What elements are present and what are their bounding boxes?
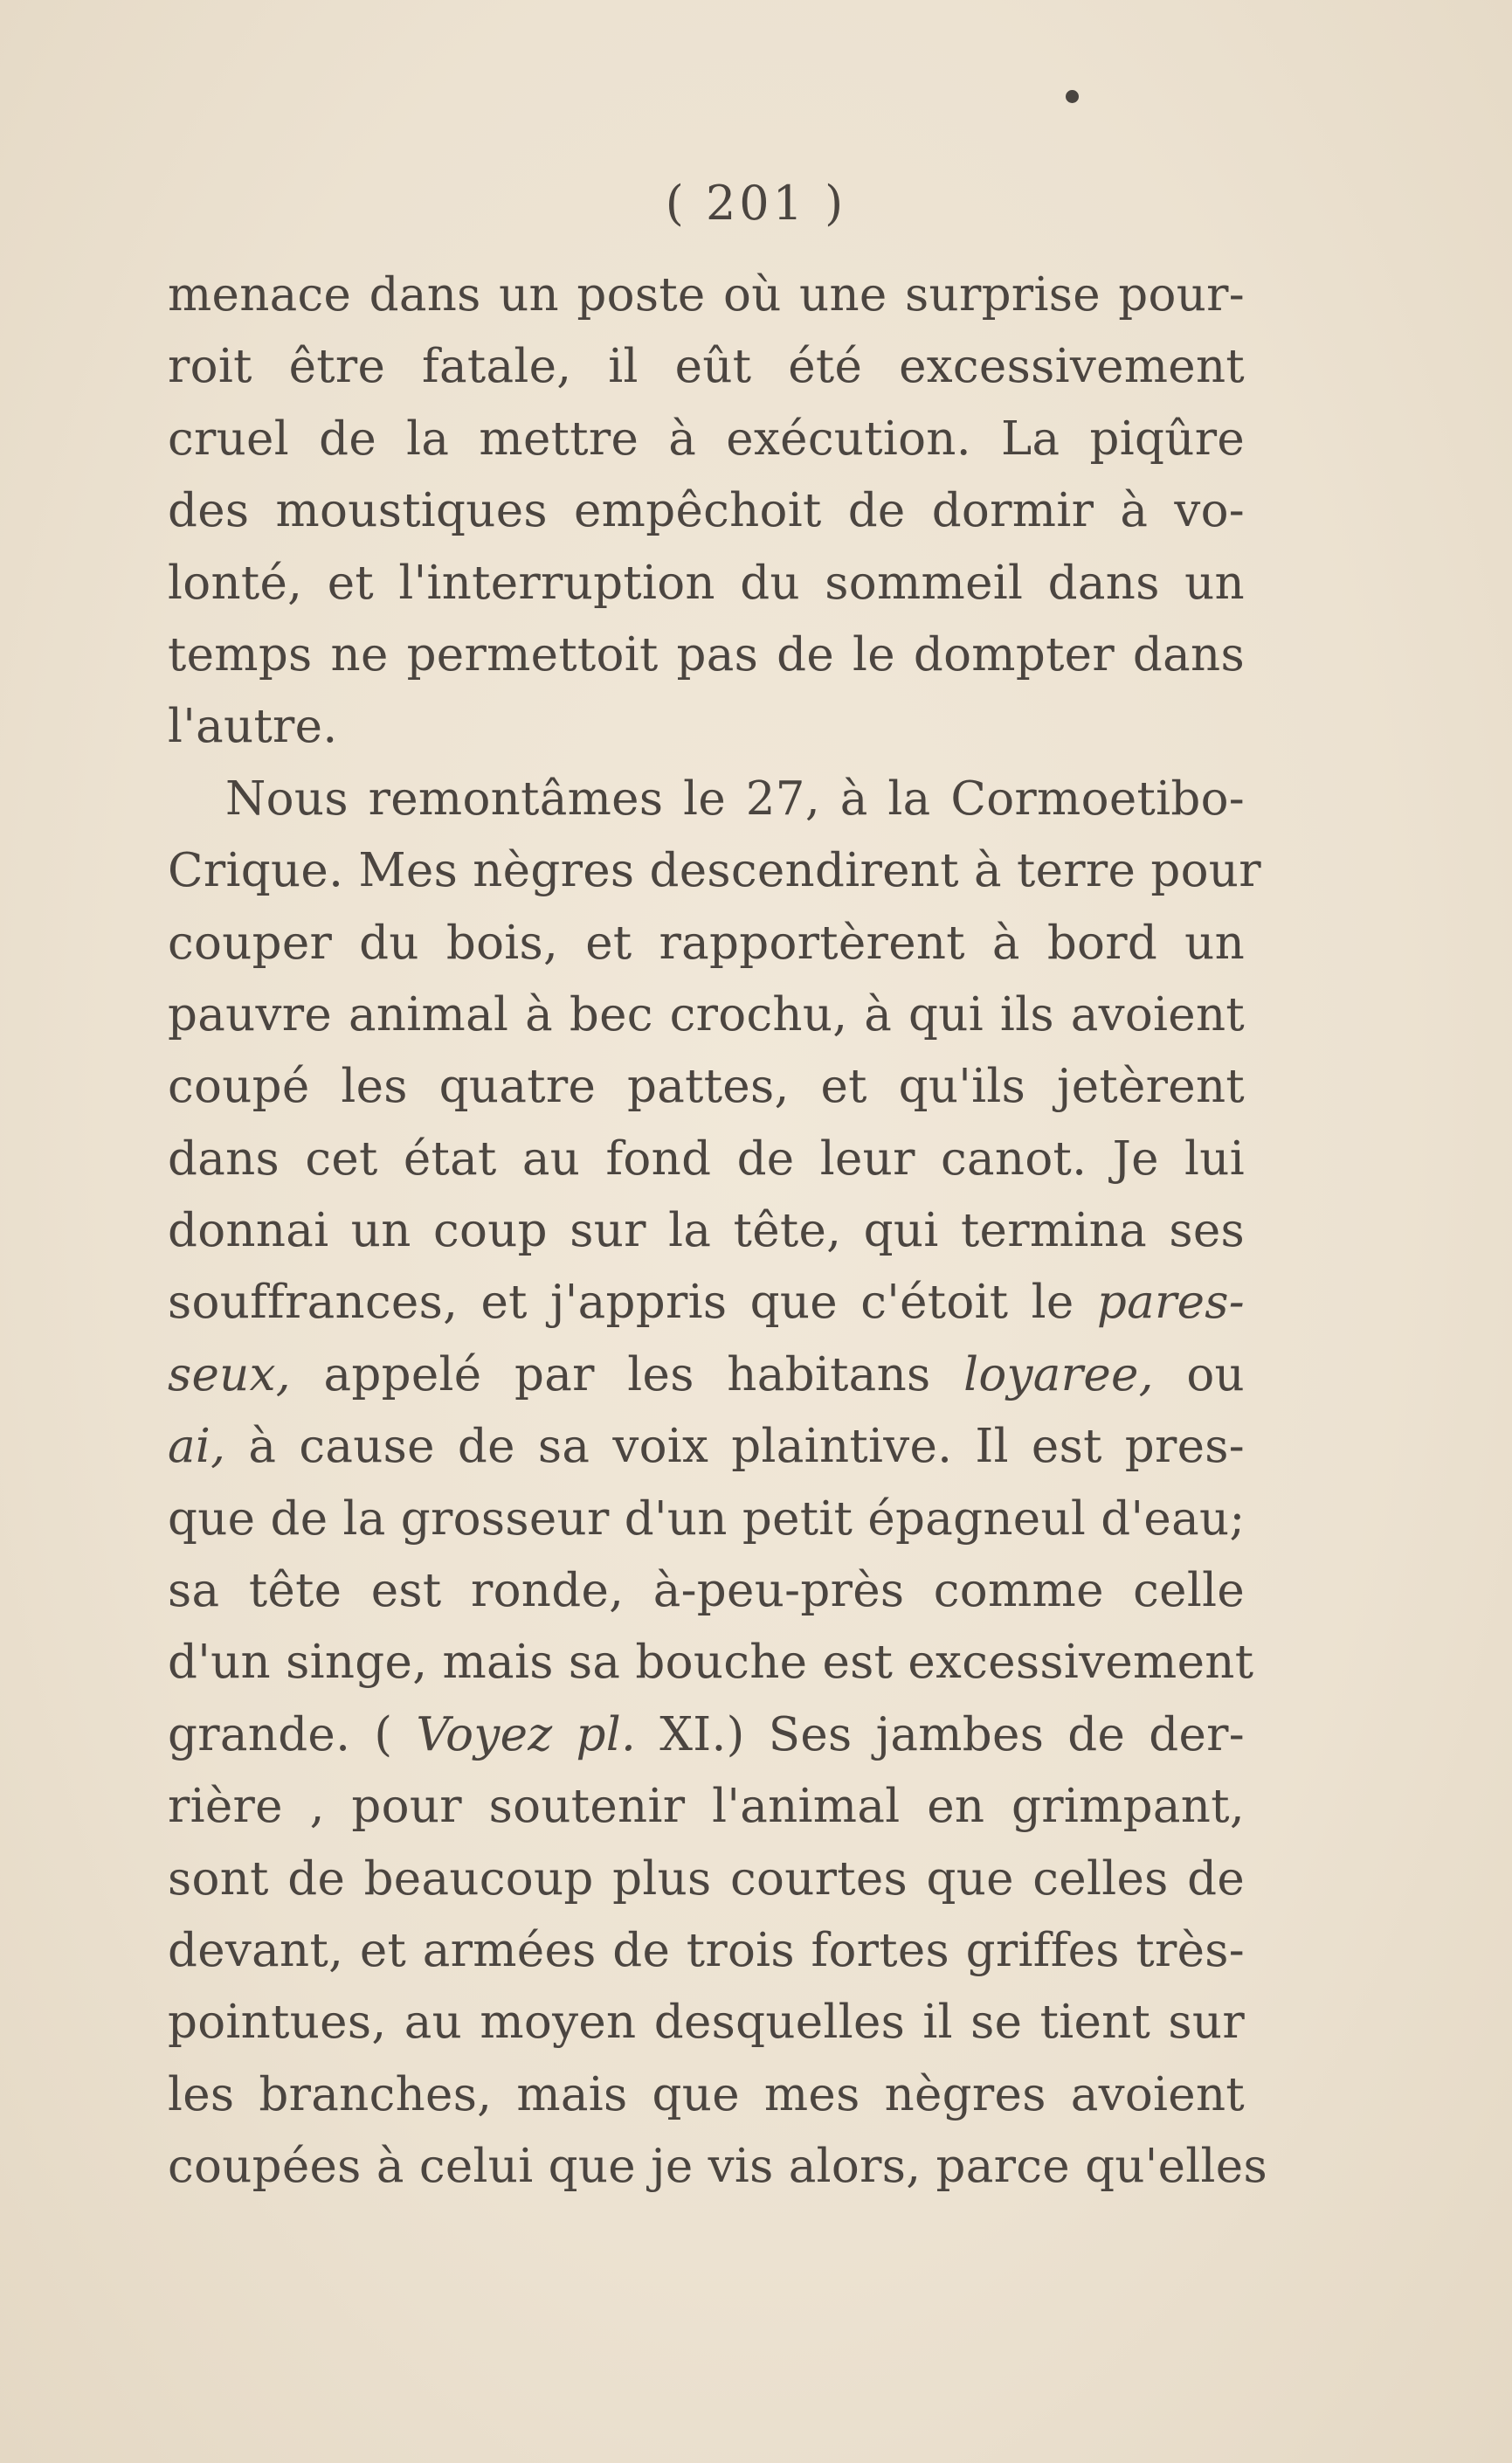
page-number: ( 201 ) bbox=[665, 176, 847, 231]
text-run: grande. ( bbox=[168, 1707, 417, 1761]
text-line: donnai un coup sur la tête, qui termina ses bbox=[168, 1204, 1245, 1258]
text-line: Nous remontâmes le 27, à la Cormoetibo- bbox=[225, 771, 1245, 826]
text-line: que de la grosseur d'un petit épagneul d'eau; bbox=[168, 1491, 1246, 1546]
text-line bbox=[168, 1339, 1245, 1411]
italic-term: ai, bbox=[168, 1420, 226, 1474]
text-line: d'un singe, mais sa bouche est excessivement bbox=[168, 1636, 1254, 1690]
text-run: ou bbox=[1153, 1347, 1245, 1401]
text-line: cruel de la mettre à exécution. La piqûre bbox=[168, 412, 1245, 466]
text-line: coupées à celui que je vis alors, parce qu'elles bbox=[168, 2140, 1267, 2194]
text-line: Crique. Mes nègres descendirent à terre pour bbox=[168, 844, 1261, 898]
text-line: roit être fatale, il eût été excessivement bbox=[168, 340, 1245, 394]
text-line: pointues, au moyen desquelles il se tient sur bbox=[168, 1996, 1245, 2050]
text-line: sa tête est ronde, à-peu-près comme celle bbox=[168, 1564, 1245, 1618]
italic-term: pares- bbox=[1096, 1276, 1245, 1330]
text-line: pauvre animal à bec crochu, à qui ils avoient bbox=[168, 987, 1245, 1041]
italic-term: loyaree, bbox=[963, 1347, 1154, 1401]
text-run: XI.) Ses jambes de der- bbox=[636, 1707, 1245, 1761]
text-line: rière , pour soutenir l'animal en grimpant, bbox=[168, 1780, 1245, 1834]
text-line: sont de beaucoup plus courtes que celles de bbox=[168, 1851, 1245, 1906]
text-line bbox=[168, 1411, 1245, 1483]
text-run: à cause de sa voix plaintive. Il est pres- bbox=[225, 1420, 1245, 1474]
text-run: appelé par les habitans bbox=[290, 1347, 964, 1401]
text-line: dans cet état au fond de leur canot. Je lui bbox=[168, 1131, 1245, 1186]
text-line: les branches, mais que mes nègres avoient bbox=[168, 2067, 1245, 2121]
text-line bbox=[168, 1699, 1245, 1771]
text-line: menace dans un poste où une surprise pour- bbox=[168, 268, 1245, 322]
italic-term: Voyez pl. bbox=[416, 1707, 637, 1761]
ink-spot bbox=[1066, 90, 1079, 103]
text-line: l'autre. bbox=[168, 700, 338, 754]
text-run: souffrances, et j'appris que c'étoit le bbox=[168, 1276, 1097, 1330]
text-line: coupé les quatre pattes, et qu'ils jetèrent bbox=[168, 1060, 1245, 1114]
text-line: des moustiques empêchoit de dormir à vo- bbox=[168, 484, 1245, 538]
text-line: temps ne permettoit pas de le dompter dans bbox=[168, 627, 1245, 681]
text-line: lonté, et l'interruption du sommeil dans un bbox=[168, 556, 1245, 610]
text-line bbox=[168, 1267, 1245, 1339]
body-text bbox=[168, 259, 1267, 2204]
text-line: couper du bois, et rapportèrent à bord un bbox=[168, 916, 1245, 970]
text-line: devant, et armées de trois fortes griffes très- bbox=[168, 1923, 1245, 1977]
italic-term: seux, bbox=[168, 1347, 291, 1401]
